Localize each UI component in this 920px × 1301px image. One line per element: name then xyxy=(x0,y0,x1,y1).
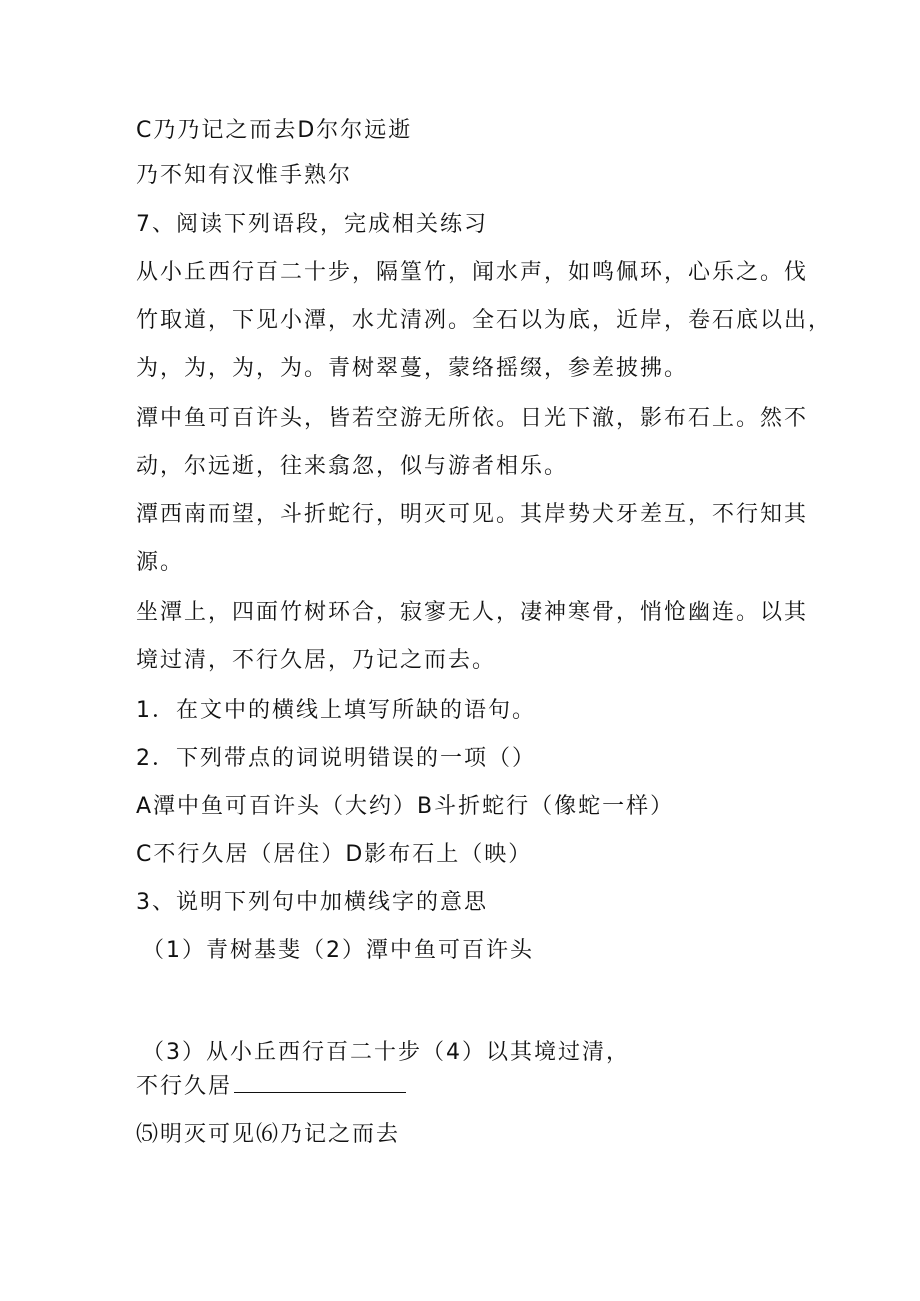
passage-line-9: 境过清，不行久居，乃记之而去。 xyxy=(136,648,497,673)
word-meaning-5-6: ⑸明灭可见⑹乃记之而去 xyxy=(136,1122,401,1147)
passage-line-6: 潭西南而望，斗折蛇行，明灭可见。其岸势犬牙差互，不行知其 xyxy=(136,502,809,527)
choice-line-cd: C不行久居（居住）D影布石上（映） xyxy=(136,842,533,867)
word-meaning-4-cont xyxy=(136,1070,406,1102)
passage-line-4: 潭中鱼可百许头，皆若空游无所依。日光下澈，影布石上。然不 xyxy=(136,406,809,431)
passage-line-3: 为，为，为，为。青树翠蔓，蒙络摇缀，参差披拂。 xyxy=(136,356,689,381)
passage-line-8: 坐潭上，四面竹树环合，寂寥无人，凄神寒骨，悄怆幽连。以其 xyxy=(136,600,809,625)
word-meaning-3-4: （3）从小丘西行百二十步（4）以其境过清， xyxy=(142,1040,630,1065)
passage-line-7: 源。 xyxy=(136,550,185,575)
question-7-heading: 7、阅读下列语段，完成相关练习 xyxy=(136,212,488,237)
choice-line-ab: A潭中鱼可百许头（大约）B斗折蛇行（像蛇一样） xyxy=(136,794,675,819)
option-continuation: 乃不知有汉惟手熟尔 xyxy=(136,163,353,188)
passage-line-1: 从小丘西行百二十步，隔篁竹，闻水声，如鸣佩环，心乐之。伐 xyxy=(136,260,809,285)
sub-question-1: 1．在文中的横线上填写所缺的语句。 xyxy=(136,698,536,723)
passage-line-2: 竹取道，下见小潭，水尤清冽。全石以为底，近岸，卷石底以出， xyxy=(136,308,833,333)
word-meaning-4-text: 不行久居 xyxy=(136,1074,233,1099)
option-line-cd: C乃乃记之而去D尔尔远逝 xyxy=(136,118,413,143)
passage-line-5: 动，尔远逝，往来翕忽，似与游者相乐。 xyxy=(136,454,569,479)
word-meaning-1-2: （1）青树基斐（2）潭中鱼可百许头 xyxy=(142,938,534,963)
sub-question-3: 3、说明下列句中加横线字的意思 xyxy=(136,890,488,915)
answer-blank-line[interactable] xyxy=(234,1070,406,1093)
sub-question-2: 2．下列带点的词说明错误的一项（） xyxy=(136,746,536,771)
